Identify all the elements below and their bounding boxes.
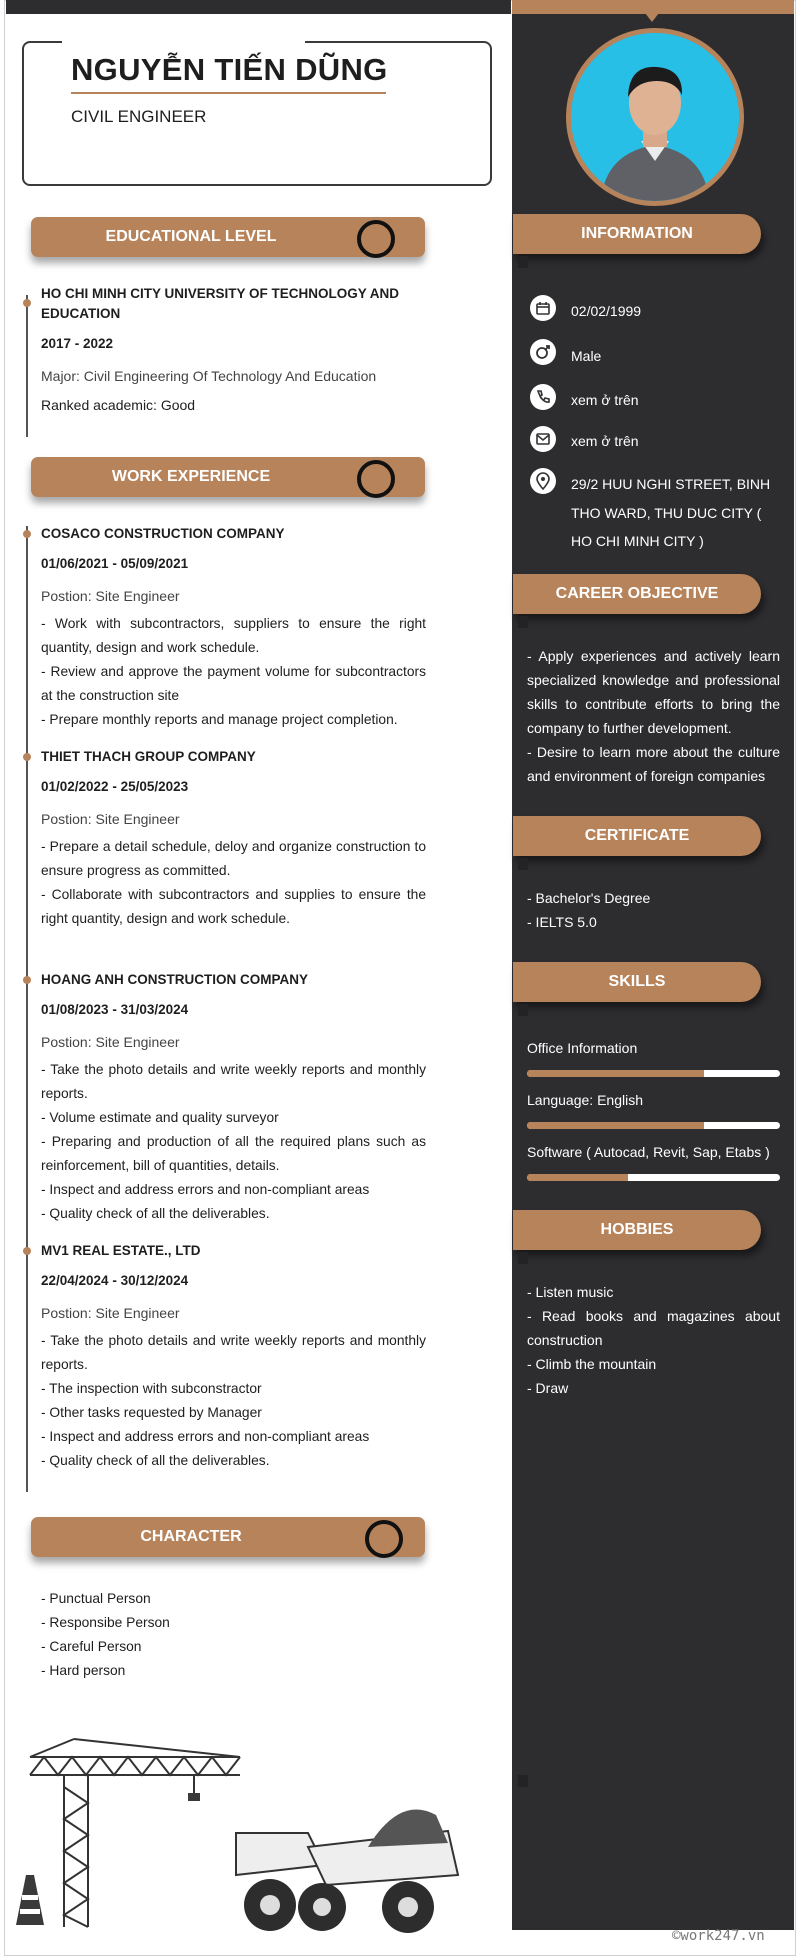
phone: xem ở trên (571, 392, 639, 408)
certificate-heading: CERTIFICATE (513, 816, 761, 856)
work-heading: WORK EXPERIENCE (31, 457, 425, 497)
graduation-cap-icon (357, 220, 395, 258)
skills-heading: SKILLS (513, 962, 761, 1002)
timeline-dot (23, 976, 31, 984)
information-heading: INFORMATION (513, 214, 761, 254)
job-dates: 01/06/2021 - 05/09/2021 (41, 556, 189, 571)
job-position: Postion: Site Engineer (41, 588, 180, 604)
sidebar-notch (645, 13, 659, 22)
job-dates: 01/02/2022 - 25/05/2023 (41, 779, 189, 794)
job-position: Postion: Site Engineer (41, 811, 180, 827)
timeline-dot (23, 299, 31, 307)
job-title: CIVIL ENGINEER (71, 107, 207, 126)
company-name: THIET THACH GROUP COMPANY (41, 749, 256, 764)
character-heading: CHARACTER (31, 1517, 425, 1557)
sidebar-top-accent (512, 0, 794, 14)
skill-bar (527, 1122, 780, 1129)
job-dates: 22/04/2024 - 30/12/2024 (41, 1273, 189, 1288)
job-tasks: - Take the photo details and write weekly reports and monthly reports. - Volume estimate and quality surveyor - Preparing and production of all the required plans such as reinforcement, bill of quantities, details. - Inspect and address errors and non-compliant areas - Quality check of all the deliverables. (41, 1062, 426, 1221)
company-name: HOANG ANH CONSTRUCTION COMPANY (41, 972, 308, 987)
skill-label: Office Information (527, 1040, 638, 1056)
certificate-list: - Bachelor's Degree - IELTS 5.0 (527, 890, 651, 930)
skill-bar-fill (527, 1070, 704, 1077)
job-position: Postion: Site Engineer (41, 1305, 180, 1321)
education-rank: Ranked academic: Good (41, 397, 196, 413)
profile-photo (571, 33, 739, 201)
top-bar (6, 0, 511, 14)
career-objective: - Apply experiences and actively learn specialized knowledge and professional skills to contribute efforts to bring the company to further development. - Desire to learn more about the culture and environment of foreign companies (527, 648, 780, 784)
name-underline (71, 92, 386, 94)
job-tasks: - Take the photo details and write weekly reports and monthly reports. - The inspection with subconstractor - Other tasks requested by Manager - Inspect and address errors and non-compliant areas - Quality check of all the deliverables. (41, 1333, 426, 1468)
address: 29/2 HUU NGHI STREET, BINH THO WARD, THU DUC CITY ( HO CHI MINH CITY ) (571, 476, 771, 549)
career-heading: CAREER OBJECTIVE (513, 574, 761, 614)
education-heading: EDUCATIONAL LEVEL (31, 217, 425, 257)
skill-bar-fill (527, 1174, 628, 1181)
hobbies-heading: HOBBIES (513, 1210, 761, 1250)
phone-icon (530, 384, 556, 410)
pencil-icon (365, 1520, 403, 1558)
skill-bar (527, 1070, 780, 1077)
skill-bar-fill (527, 1122, 704, 1129)
job-tasks: - Prepare a detail schedule, deloy and organize construction to ensure progress as committed. - Collaborate with subcontractors and supplies to ensure the right quantity, design and work schedule. (41, 839, 426, 926)
briefcase-icon (357, 460, 395, 498)
birthday: 02/02/1999 (571, 303, 642, 319)
hobbies-list: - Listen music - Read books and magazines about construction - Climb the mountain - Draw (527, 1284, 780, 1396)
job-position: Postion: Site Engineer (41, 1034, 180, 1050)
watermark: ©work247.vn (672, 1928, 765, 1944)
construction-illustration (8, 1735, 468, 1935)
gender: Male (571, 348, 602, 364)
candidate-name: NGUYỄN TIẾN DŨNG (71, 52, 388, 87)
job-tasks: - Work with subcontractors, suppliers to ensure the right quantity, design and work schedule. - Review and approve the payment volume for subcontractors at the construction site - Prepare monthly reports and manage project completion. (41, 616, 426, 727)
education-dates: 2017 - 2022 (41, 336, 114, 351)
school-name: HO CHI MINH CITY UNIVERSITY OF TECHNOLOGY AND EDUCATION (41, 286, 400, 321)
skill-label: Software ( Autocad, Revit, Sap, Etabs ) (527, 1144, 770, 1160)
calendar-icon (530, 295, 556, 321)
mail-icon (530, 426, 556, 452)
education-major: Major: Civil Engineering Of Technology And Education (41, 368, 377, 384)
company-name: COSACO CONSTRUCTION COMPANY (41, 526, 285, 541)
gender-icon (530, 339, 556, 365)
company-name: MV1 REAL ESTATE., LTD (41, 1243, 201, 1258)
skill-label: Language: English (527, 1092, 643, 1108)
job-dates: 01/08/2023 - 31/03/2024 (41, 1002, 189, 1017)
avatar (566, 28, 744, 206)
timeline-dot (23, 753, 31, 761)
email: xem ở trên (571, 433, 639, 449)
timeline-dot (23, 530, 31, 538)
character-list: - Punctual Person - Responsibe Person - Careful Person - Hard person (41, 1591, 170, 1678)
timeline-dot (23, 1247, 31, 1255)
location-pin-icon (530, 468, 556, 494)
skill-bar (527, 1174, 780, 1181)
